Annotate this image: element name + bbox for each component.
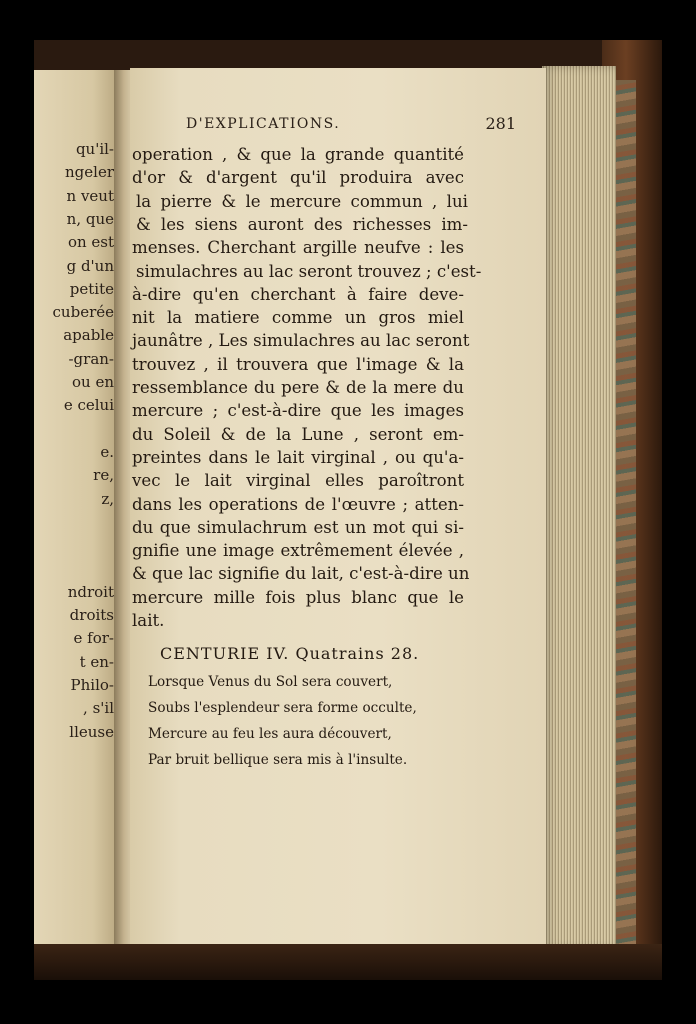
left-page-line: e. [100,442,114,461]
body-line: d'or & d'argent qu'il produira avec [132,168,464,188]
book-cover-bottom [34,944,662,980]
body-line: du Soleil & de la Lune , seront em- [132,424,464,444]
verse-line: Par bruit bellique sera mis à l'insulte. [148,752,408,768]
body-line: jaunâtre , Les simulachres au lac seront [132,331,470,351]
left-page-line: ou en [72,373,114,391]
body-line: vec le lait virginal elles paroîtront [132,471,464,491]
body-line: & que lac signifie du lait, c'est-à-dire un [132,564,470,584]
left-page-line: , s'il [83,699,114,718]
left-page-line: on est [67,233,114,252]
verse-line: Mercure au feu les aura découvert, [148,726,392,742]
book-photo [34,40,662,980]
verse-line: Lorsque Venus du Sol sera couvert, [148,674,393,690]
left-page-line: cuberée [52,303,114,322]
section-heading: CENTURIE IV. Quatrains 28. [160,644,420,663]
left-page-line: droits [69,606,114,624]
left-page-line: petite [69,279,114,298]
verse-line: Soubs l'esplendeur sera forme occulte, [148,700,417,716]
page-number: 281 [485,114,516,133]
body-line: nit la matiere comme un gros miel [132,308,464,328]
left-page-line: apable [63,326,114,345]
left-page-line: re, [93,466,114,485]
left-page-line: -gran- [68,349,114,368]
body-line: operation , & que la grande quantité [132,145,464,164]
header-title: D'EXPLICATIONS. [186,116,341,132]
left-page-line: Philo- [70,675,114,694]
body-line: la pierre & le mercure commun , lui [136,191,468,211]
running-header [186,116,516,138]
body-line: simulachres au lac seront trouvez ; c'est- [136,261,482,281]
left-page-line: lleuse [69,722,114,741]
left-page-line: e celui [63,396,114,415]
marbled-endpaper [614,80,636,960]
body-line: gnifie une image extrêmement élevée , [132,541,464,561]
body-line: trouvez , il trouvera que l'image & la [132,354,464,374]
left-page-line: qu'il- [75,140,114,158]
left-page-line: z, [101,489,114,508]
body-line: mercure mille fois plus blanc que le [132,587,464,607]
left-page-line: ngeler [65,163,114,182]
left-page-line: g d'un [66,256,114,275]
left-page-line: ndroit [67,582,114,601]
body-line: lait. [132,611,165,630]
left-page [34,70,118,950]
left-page-line: n, que [66,209,114,228]
body-line: dans les operations de l'œuvre ; atten- [132,494,464,514]
body-line: mercure ; c'est-à-dire que les images [132,401,464,421]
body-line: menses. Cherchant argille neufve : les [132,238,464,258]
body-line: à-dire qu'en cherchant à faire deve- [132,284,464,304]
body-line: du que simulachrum est un mot qui si- [132,517,464,537]
left-page-line: e for- [73,629,114,648]
page-fore-edge [542,66,616,950]
left-page-line: n veut [66,186,114,205]
body-line: & les siens auront des richesses im- [136,214,468,234]
body-line: ressemblance du pere & de la mere du [132,378,464,397]
left-page-line: t en- [79,652,114,671]
right-page [130,68,546,952]
body-line: preintes dans le lait virginal , ou qu'a- [132,447,464,467]
